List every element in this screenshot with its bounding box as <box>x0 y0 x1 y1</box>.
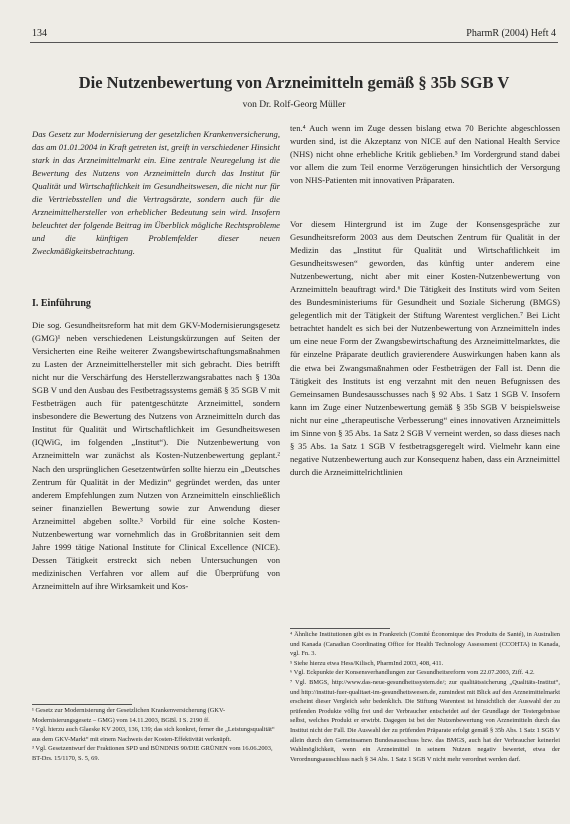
article-title: Die Nutzenbewertung von Arzneimitteln gemäß § 35b SGB V <box>78 73 510 92</box>
footnote: ³ Vgl. Gesetzentwurf der Fraktionen SPD und BÜNDNIS 90/DIE GRÜNEN vom 16.06.2003, BT-Drs. 15/1170, S. 5, 69. <box>32 745 273 762</box>
footnote: ⁴ Ähnliche Institutionen gibt es in Frankreich (Comité Économique des Produits de Santé), in Australien und Kanada (Canadian Coordinating Office for Health Technology Assessment (CCOHTA) in Kanada, vgl. Fn. 3. <box>290 631 560 658</box>
section-heading: I. Einführung <box>32 298 91 309</box>
right-column-paragraph-2 <box>290 218 560 622</box>
header-rule <box>30 42 558 43</box>
page-number: 134 <box>32 28 47 39</box>
footnote-divider-left <box>32 704 132 705</box>
footnote-divider-right <box>290 628 390 629</box>
article-author: von Dr. Rolf-Georg Müller <box>242 100 346 110</box>
footnotes-right <box>290 630 560 820</box>
abstract <box>32 128 280 288</box>
abstract-text: Das Gesetz zur Modernisierung der gesetzlichen Krankenversicherung, das am 01.01.2004 in Kraft getreten ist, greift in verschiedener Hinsicht stark in das Arzneimittelmarkt ein. Eine zentrale Neuregelung ist die Bewertung des Nutzens von Arzneimitteln durch das Institut für Qualität und Wirtschaftlichkeit im Gesundheitswesen, die nicht nur für die Vertriebsstellen und die Vertragsärzte, sondern auch für die Arzneimittelhersteller von erheblicher Bedeutung sein wird. Insofern beleuchtet der folgende Beitrag im Überblick mögliche Rechtsprobleme und die künftigen Problemfelder dieser neuen Zweckmäßigkeitsbetrachtung. <box>32 129 280 257</box>
right-column-paragraph-1 <box>290 122 560 214</box>
footnote: ⁷ Vgl. BMGS, http://www.das-neue-gesundheitssystem.de/; zur qualitätssicherung „Qualitäts-Institut“, und http://institut-fuer-qualitaet-im-gesundheitswesen.de, zumindest mit Blick auf den Arzneimittelmarkt erscheint dieser Vergleich sehr bedenklich. Die Stiftung Warentest ist hinsichtlich der Auswahl der zu prüfenden Produkte völlig frei und der Verbraucher entscheidet auf der Grundlage der Testergebnisse selbst, welches Produkt er erwirbt. Dagegen ist bei der Nutzenbewertung von Arzneimitteln durch das Institut nicht der Fall. Die Auswahl der zu prüfenden Präparate erfolgt gemäß § 35b Abs. 1 Satz 1 SGB V allein durch den Gemeinsamen Bundesausschuss bzw. das BMGS, auch hat der Verbraucher keinerlei Wahlmöglichkeit, wenn ein Arzneimittel in seinem Nutzen negativ bewertet, etwa der Verordnungsausschluss nach § 34 Abs. 1 Satz 1 SGB V nicht mehr verordnet werden darf. <box>290 678 560 763</box>
footnote: ⁵ Siehe hierzu etwa Hess/Kilisch, PharmInd 2003, 408, 411. <box>290 659 444 667</box>
intro-paragraph: Die sog. Gesundheitsreform hat mit dem GKV-Modernisierungsgesetz (GMG)¹ neben verschiedenen Leistungskürzungen auf Seiten der Versicherten eine Reihe weiterer Zwangsbewirtschaftungsmaßnahmen zu Lasten der Arzneimittelhersteller mit sich gebracht. Dies betrifft nicht nur die Verschärfung des Herstellerzwangsrabattes nach § 130a SGB V und den Ausbau des Festbetragssystems gemäß § 35 SGB V mit Festbeträgen auch für patentgeschützte Arzneimittel, sondern insbesondere die Bewertung des Nutzens von Arzneimitteln durch das Institut für Qualität und Wirtschaftlichkeit im Gesundheitswesen (IQWiG, im folgenden „Institut“). Die Nutzenbewertung von Arzneimitteln war zunächst als Kosten-Nutzenbewertung geplant.² Nach den ursprünglichen Gesetzentwürfen sollte hierzu ein „Deutsches Zentrum für Qualität in der Medizin“ gegründet werden, das unter anderem Empfehlungen zum Nutzen von Arzneimitteln einschließlich seiner finanziellen Bewertung sowie zur Anwendung dieser Arzneimittel abgeben sollte.³ Vorbild für eine solche Kosten-Nutzenbewertung war vornehmlich das in Großbritannien seit dem Jahre 1999 tätige National Institute for Clinical Excellence (NICE). Dessen Tätigkeit erstreckt sich neben Untersuchungen von medizinischen Verfahren vor allem auf die Überprüfung von Arzneimitteln auf ihre Wirksamkeit und Kos- <box>32 320 280 591</box>
footnote: ² Vgl. hierzu auch Glaeske KV 2003, 136, 139; das sich konkret, ferner die „Leistungsqualität“ aus dem GKV-Markt“ mit einem Nachweis der Kosten-Effektivität verknüpft. <box>32 726 275 743</box>
footnotes-left <box>32 706 280 816</box>
footnote: ⁶ Vgl. Eckpunkte der Konsensverhandlungen zur Gesundheitsreform vom 22.07.2003, Ziff. 4.2. <box>290 669 535 677</box>
journal-header: PharmR (2004) Heft 4 <box>466 28 556 39</box>
footnote: ¹ Gesetz zur Modernisierung der Gesetzlichen Krankenversicherung (GKV-Modernisierungsgesetz – GMG) vom 14.11.2003, BGBl. I S. 2190 ff. <box>32 707 226 724</box>
intro-column <box>32 319 280 699</box>
body-paragraph: Vor diesem Hintergrund ist im Zuge der Konsensgespräche zur Gesundheitsreform 2003 aus dem Deutschen Zentrum für Qualität in der Medizin das „Institut für Qualität und Wirtschaftlichkeit im Gesundheitswesen“ geworden, das künftig unter anderem eine Nutzenbewertung, nicht aber mit einer Kosten-Nutzenbewertung von Arzneimitteln beauftragt wird.⁶ Die Tätigkeit des Instituts wird vom Seiten des Bundesministeriums für Gesundheit und Soziale Sicherung (BMGS) gelegentlich mit der Tätigkeit der Stiftung Warentest verglichen.⁷ Bei Licht betrachtet handelt es sich bei der Nutzenbewertung von Arzneimitteln indes um eine neue Form der Zwangsbewirtschaftung des Arzneimittelmarktes, die für einzelne Präparate deutlich gravierendere Auswirkungen haben kann als die etwa bei Zwangsmaßnahmen oder Festbeträgen der Fall ist. Denn die Tätigkeit des Instituts ist eng verzahnt mit den neuen Befugnissen des Gemeinsamen Bundesausschusses nach § 92 Abs. 1 Satz 1 SGB V. Insofern kann im Zuge einer Nutzenbewertung gemäß § 35b SGB V beispielsweise nicht nur eine „therapeutische Verbesserung“ eines innovativen Arzneimittels im Sinne von § 35 Abs. 1a Satz 2 SGB V verneint werden, so dass dieses nach § 35 Abs. 1a Satz 1 SGB V festbetragsgeregelt wird. Vielmehr kann eine negative Nutzenbewertung auch zur Konsequenz haben, dass ein Arzneimittel durch die Arzneimittelrichtlinien <box>290 219 560 477</box>
body-paragraph: ten.⁴ Auch wenn im Zuge dessen bislang etwa 70 Berichte abgeschlossen wurden sind, ist die Akzeptanz von NICE auf den National Health Service (NHS) nicht ohne erhebliche Kritik geblieben.⁵ Im Vordergrund stand dabei vor allem die zum Teil enorme Verzögerungen hinsichtlich der Versorgung von NHS-Patienten mit innovativen Präparaten. <box>290 123 560 186</box>
